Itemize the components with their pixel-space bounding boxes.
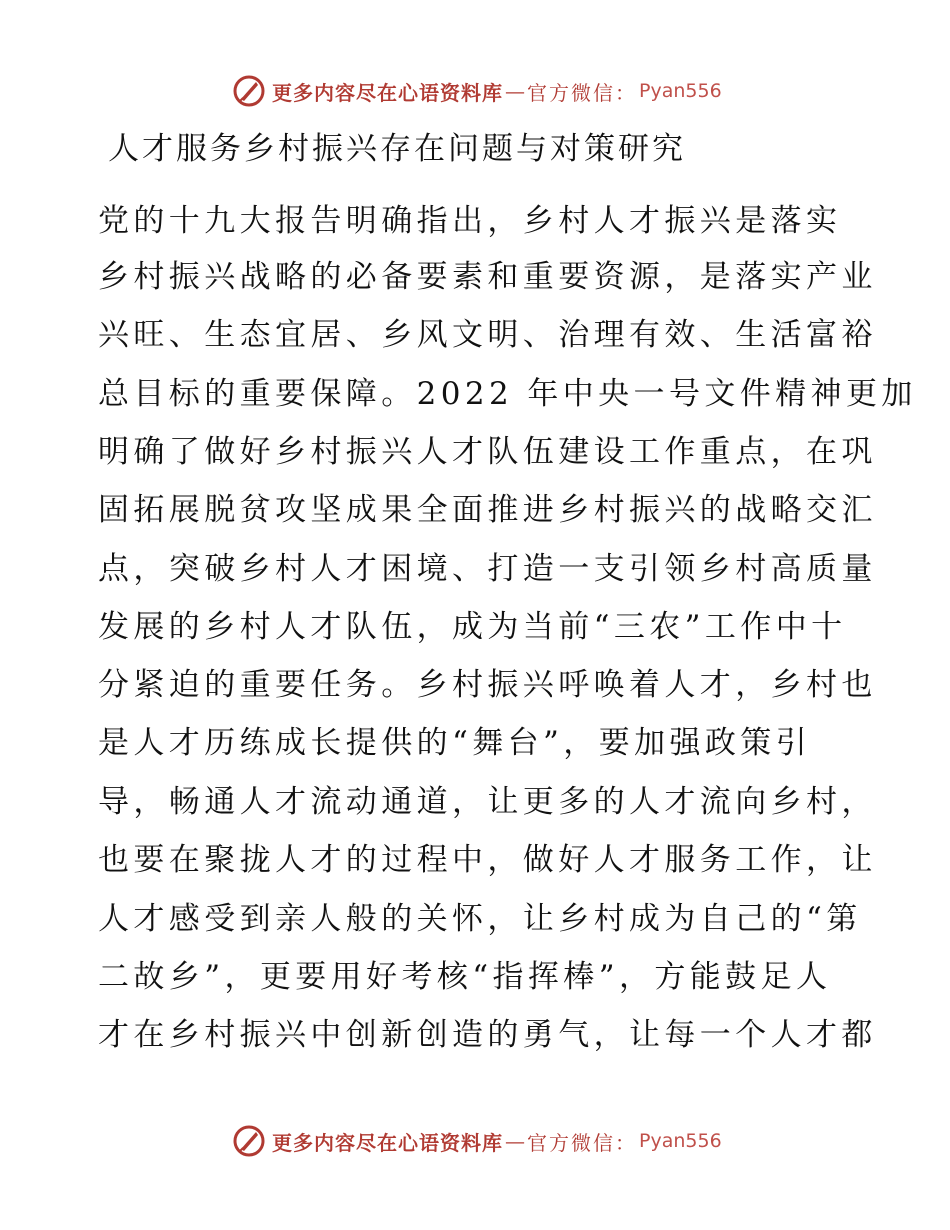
banner-dash: — <box>505 1129 525 1153</box>
body-line: 人才感受到亲人般的关怀，让乡村成为自己的“第 <box>98 901 862 937</box>
banner-dash: — <box>505 79 525 103</box>
quill-pen-logo-icon <box>232 1124 266 1158</box>
document-title: 人才服务乡村振兴存在问题与对策研究 <box>108 131 686 167</box>
banner-wechat-label: 官方微信： <box>527 1130 637 1155</box>
body-line: 也要在聚拢人才的过程中，做好人才服务工作，让 <box>98 842 877 878</box>
banner-wechat-label: 官方微信： <box>527 80 637 105</box>
banner-slogan: 更多内容尽在心语资料库 <box>272 1130 503 1155</box>
banner-account: Pyan556 <box>639 1130 722 1152</box>
body-line: 乡村振兴战略的必备要素和重要资源，是落实产业 <box>98 259 877 295</box>
quill-pen-logo-icon <box>232 74 266 108</box>
banner-account: Pyan556 <box>639 80 722 102</box>
body-line: 固拓展脱贫攻坚成果全面推进乡村振兴的战略交汇 <box>98 492 877 528</box>
body-line: 发展的乡村人才队伍，成为当前“三农”工作中十 <box>98 609 847 645</box>
body-line: 二故乡”，更要用好考核“指挥棒”，方能鼓足人 <box>98 959 832 995</box>
body-line: 党的十九大报告明确指出，乡村人才振兴是落实 <box>98 203 842 239</box>
body-line: 总目标的重要保障。2022 年中央一号文件精神更加 <box>98 376 917 412</box>
body-line: 兴旺、生态宜居、乡风文明、治理有效、生活富裕 <box>98 317 877 353</box>
body-line: 分紧迫的重要任务。乡村振兴呼唤着人才，乡村也 <box>98 667 877 703</box>
body-line: 是人才历练成长提供的“舞台”，要加强政策引 <box>98 725 812 761</box>
header-banner <box>232 71 722 111</box>
body-line: 明确了做好乡村振兴人才队伍建设工作重点，在巩 <box>98 434 877 470</box>
body-line: 才在乡村振兴中创新创造的勇气，让每一个人才都 <box>98 1017 877 1053</box>
footer-banner <box>232 1121 722 1161</box>
banner-slogan: 更多内容尽在心语资料库 <box>272 80 503 105</box>
body-line: 导，畅通人才流动通道，让更多的人才流向乡村， <box>98 784 877 820</box>
body-line: 点，突破乡村人才困境、打造一支引领乡村高质量 <box>98 551 877 587</box>
